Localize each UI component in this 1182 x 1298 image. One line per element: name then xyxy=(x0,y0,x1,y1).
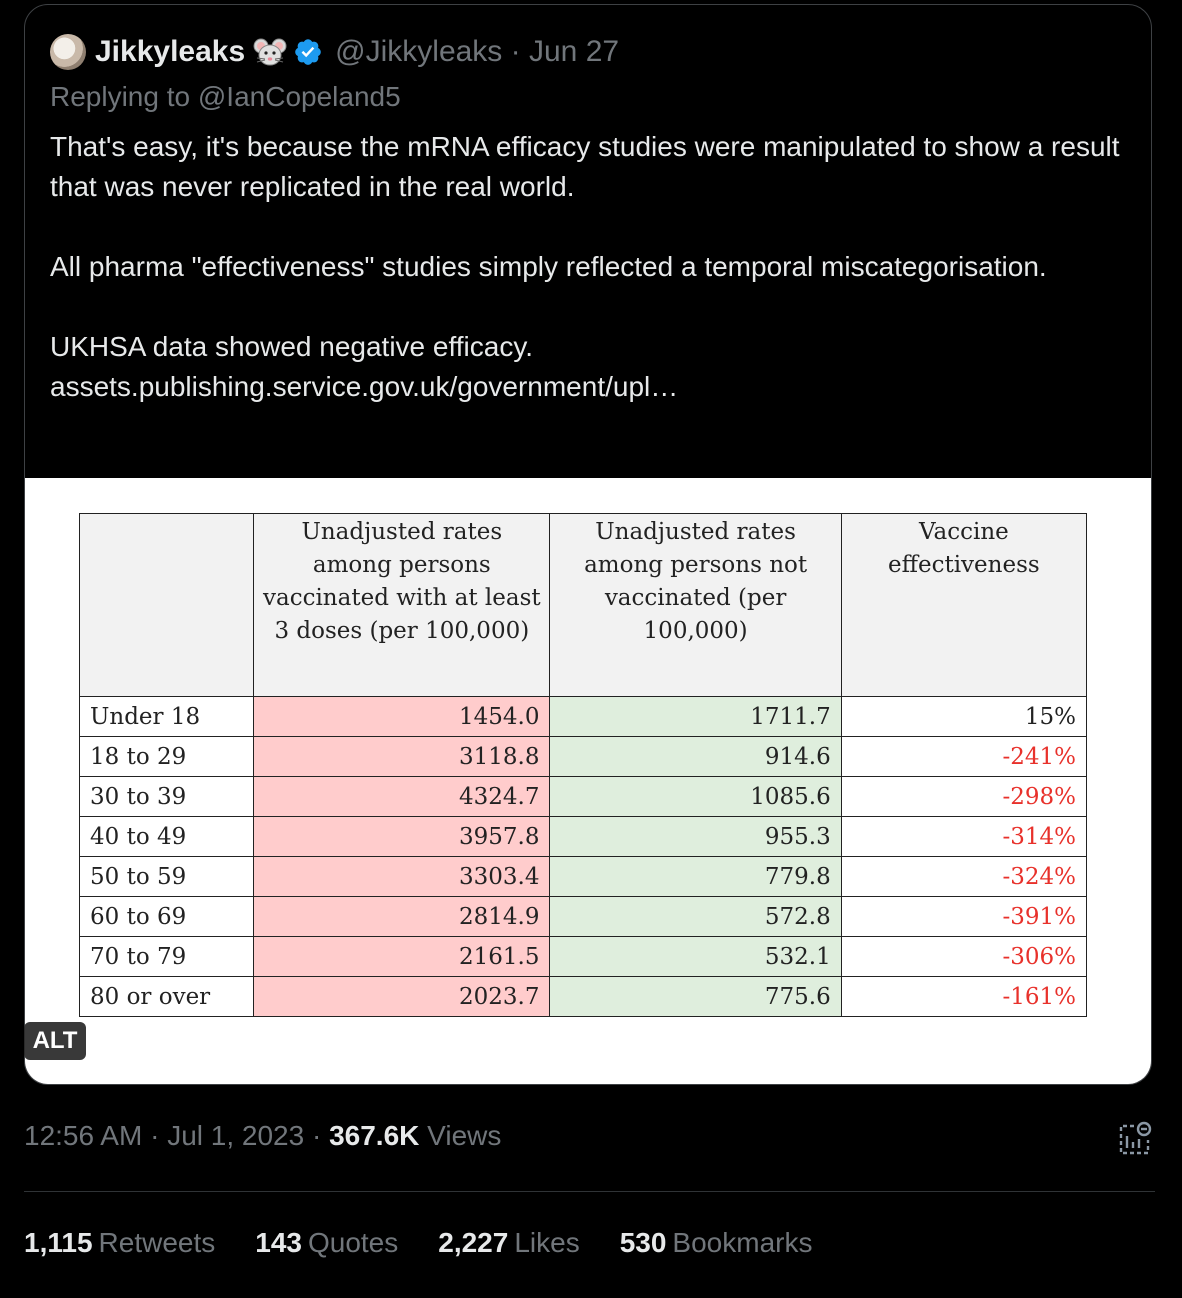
unvaccinated-cell: 779.8 xyxy=(550,857,841,897)
replying-mention-link[interactable]: @IanCopeland5 xyxy=(197,81,401,112)
tweet-paragraph: All pharma "effectiveness" studies simply reflected a temporal miscategorisation. xyxy=(50,251,1047,282)
verified-badge-icon xyxy=(293,37,323,67)
quoted-tweet-header xyxy=(50,32,619,72)
effectiveness-cell: 15% xyxy=(841,697,1086,737)
vaccinated-cell: 3303.4 xyxy=(254,857,550,897)
table-row xyxy=(80,817,1087,857)
vaccinated-cell: 4324.7 xyxy=(254,777,550,817)
age-cell: 50 to 59 xyxy=(80,857,254,897)
quotes-label: Quotes xyxy=(307,1227,399,1258)
quoted-tweet-card[interactable] xyxy=(24,4,1152,1085)
unvaccinated-cell: 1711.7 xyxy=(550,697,841,737)
unvaccinated-cell: 572.8 xyxy=(550,897,841,937)
alt-text-badge[interactable]: ALT xyxy=(24,1022,86,1060)
divider xyxy=(24,1191,1155,1192)
tweet-time[interactable]: 12:56 AM xyxy=(24,1120,143,1151)
retweets-stat[interactable] xyxy=(24,1227,215,1259)
bookmarks-count: 530 xyxy=(619,1227,667,1258)
age-cell: 70 to 79 xyxy=(80,937,254,977)
bookmarks-stat[interactable] xyxy=(620,1227,813,1259)
age-cell: 40 to 49 xyxy=(80,817,254,857)
likes-stat[interactable] xyxy=(438,1227,579,1259)
header-empty xyxy=(80,514,254,697)
attached-image[interactable] xyxy=(25,478,1152,1085)
views-count: 367.6K xyxy=(329,1120,420,1151)
bookmarks-label: Bookmarks xyxy=(672,1227,813,1258)
efficacy-table xyxy=(79,513,1087,1017)
header-unvaccinated: Unadjusted rates among persons not vaccinated (per 100,000) xyxy=(550,514,841,697)
tweet-full-date[interactable]: Jul 1, 2023 xyxy=(167,1120,305,1151)
tweet-meta xyxy=(24,1120,501,1152)
display-name[interactable]: Jikkyleaks xyxy=(95,35,246,68)
unvaccinated-cell: 914.6 xyxy=(550,737,841,777)
unvaccinated-cell: 775.6 xyxy=(550,977,841,1017)
age-cell: Under 18 xyxy=(80,697,254,737)
table-row xyxy=(80,897,1087,937)
table-row xyxy=(80,777,1087,817)
effectiveness-cell: -306% xyxy=(841,937,1086,977)
separator-dot: · xyxy=(502,35,529,68)
tweet-paragraph: That's easy, it's because the mRNA efficacy studies were manipulated to show a result that was never replicated in the real world. xyxy=(50,131,1120,202)
vaccinated-cell: 1454.0 xyxy=(254,697,550,737)
header-effectiveness: Vaccine effectiveness xyxy=(841,514,1086,697)
likes-label: Likes xyxy=(514,1227,580,1258)
age-cell: 30 to 39 xyxy=(80,777,254,817)
tweet-link[interactable]: assets.publishing.service.gov.uk/government/upl… xyxy=(50,371,679,402)
vaccinated-cell: 2161.5 xyxy=(254,937,550,977)
post-analytics-icon[interactable] xyxy=(1116,1120,1154,1158)
age-cell: 80 or over xyxy=(80,977,254,1017)
quotes-stat[interactable] xyxy=(255,1227,398,1259)
retweets-count: 1,115 xyxy=(24,1227,93,1258)
effectiveness-cell: -391% xyxy=(841,897,1086,937)
table-row xyxy=(80,697,1087,737)
unvaccinated-cell: 955.3 xyxy=(550,817,841,857)
table-row xyxy=(80,977,1087,1017)
vaccinated-cell: 3957.8 xyxy=(254,817,550,857)
header-vaccinated: Unadjusted rates among persons vaccinated with at least 3 doses (per 100,000) xyxy=(254,514,550,697)
table-row xyxy=(80,937,1087,977)
views-label: Views xyxy=(427,1120,502,1151)
effectiveness-cell: -241% xyxy=(841,737,1086,777)
unvaccinated-cell: 1085.6 xyxy=(550,777,841,817)
replying-to xyxy=(50,81,401,113)
avatar[interactable] xyxy=(50,34,86,70)
replying-prefix: Replying to xyxy=(50,81,191,112)
effectiveness-cell: -324% xyxy=(841,857,1086,897)
likes-count: 2,227 xyxy=(438,1227,509,1258)
age-cell: 18 to 29 xyxy=(80,737,254,777)
effectiveness-cell: -314% xyxy=(841,817,1086,857)
table-row xyxy=(80,737,1087,777)
mouse-emoji-icon xyxy=(253,37,287,67)
effectiveness-cell: -298% xyxy=(841,777,1086,817)
tweet-paragraph: UKHSA data showed negative efficacy. xyxy=(50,331,534,362)
retweets-label: Retweets xyxy=(98,1227,216,1258)
handle[interactable]: @Jikkyleaks xyxy=(335,35,503,68)
tweet-date[interactable]: Jun 27 xyxy=(528,35,620,68)
vaccinated-cell: 2023.7 xyxy=(254,977,550,1017)
age-cell: 60 to 69 xyxy=(80,897,254,937)
quotes-count: 143 xyxy=(255,1227,302,1258)
engagement-stats xyxy=(24,1227,852,1259)
separator-dot: · xyxy=(150,1120,168,1151)
vaccinated-cell: 3118.8 xyxy=(254,737,550,777)
table-row xyxy=(80,857,1087,897)
vaccinated-cell: 2814.9 xyxy=(254,897,550,937)
unvaccinated-cell: 532.1 xyxy=(550,937,841,977)
separator-dot: · xyxy=(311,1120,330,1151)
effectiveness-cell: -161% xyxy=(841,977,1086,1017)
tweet-text xyxy=(50,127,1135,407)
